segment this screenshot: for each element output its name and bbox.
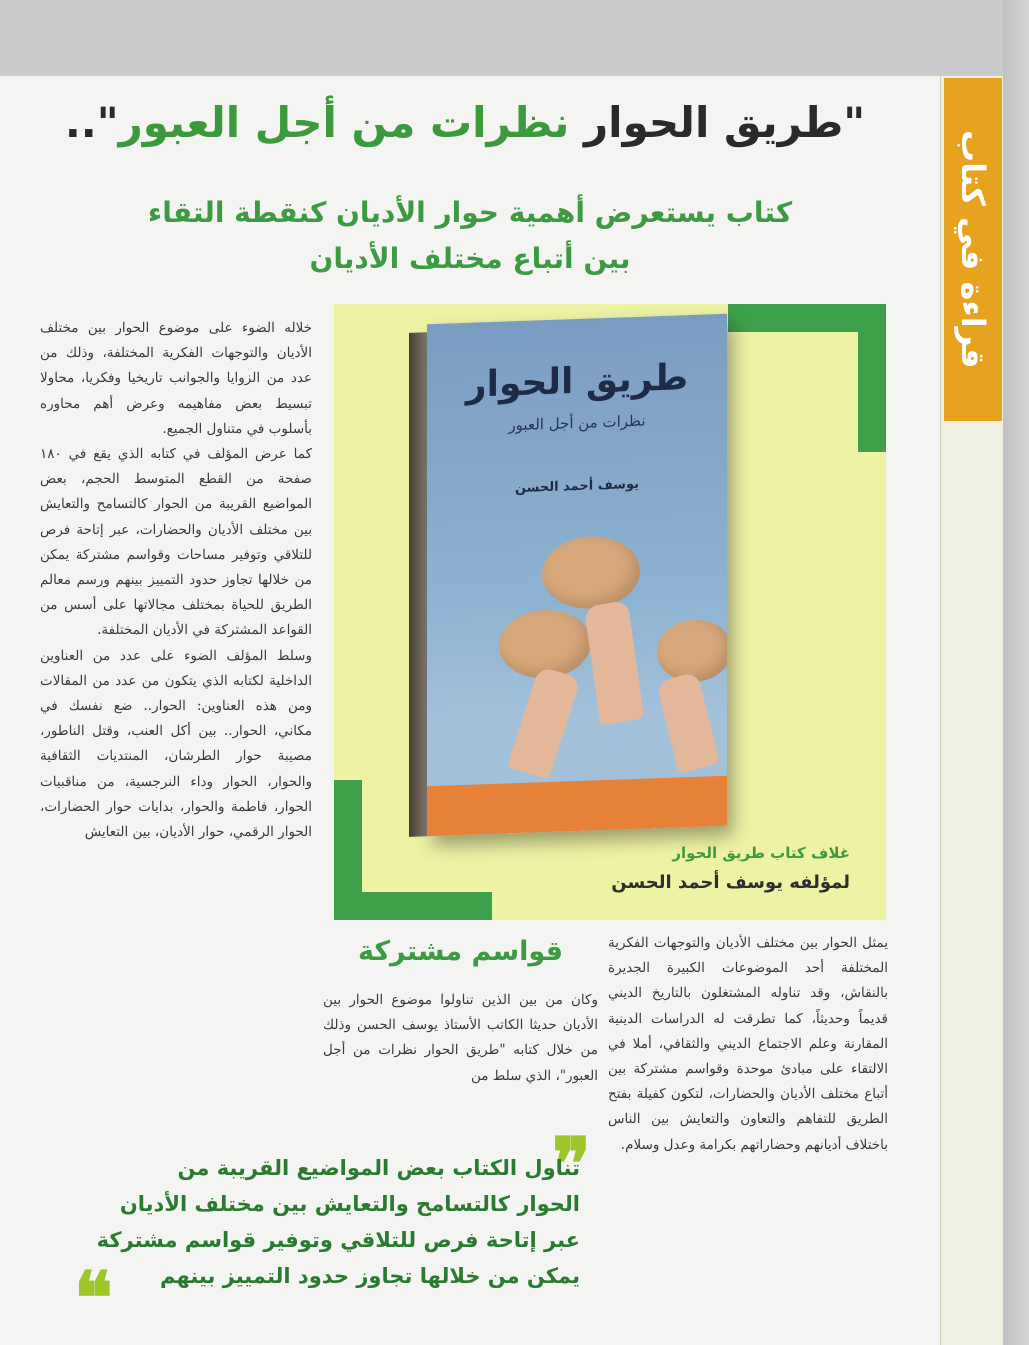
pull-quote — [60, 1150, 580, 1294]
left-paragraph-1: خلاله الضوء على موضوع الحوار بين مختلف الأديان والتوجهات الفكرية المختلفة، وذلك من عدد من الزوايا والجوانب تاريخيا وفكريا، محاولا تبسيط بعض مفاهيمه وعرض أهم محاوره بأسلوب في متناول الجميع. — [40, 320, 312, 437]
article-subhead — [100, 190, 840, 282]
magazine-page — [0, 76, 1003, 1345]
quote-close-mark: ❝ — [74, 1255, 113, 1340]
left-paragraph-3: وسلط المؤلف الضوء على عدد من العناوين الداخلية لكتابه الذي يتكون من عدد من المقالات ومن هذه العناوين: الحوار.. ضع نفسك في مكاني، الحوار.. بين أكل العنب، وقتل الناطور، مصيبة حوار الطرشان، المنتديات الثقافية والحوار، الحوار وداء النرجسية، من مناقبيات الحوار، فاطمة والحوار، بدايات حوار الحضارات، الحوار الرقمي، حوار الأديان، بين التعايش — [40, 647, 312, 841]
book-cover — [427, 314, 727, 836]
hand-center — [584, 600, 644, 726]
article-headline — [50, 98, 880, 147]
right-text-column — [608, 931, 888, 1326]
book-title: طريق الحوار — [465, 357, 689, 406]
pull-quote-line2: الحوار كالتسامح والتعايش بين مختلف الأديان — [119, 1192, 580, 1216]
subhead-line2: بين أتباع مختلف الأديان — [309, 242, 631, 275]
book-author: يوسف أحمد الحسن — [514, 476, 640, 497]
image-caption-line2: لمؤلفه يوسف أحمد الحسن — [611, 872, 850, 893]
speech-bubble-right — [657, 619, 727, 684]
headline-accent: نظرات من أجل العبور — [118, 98, 570, 147]
left-paragraph-2: كما عرض المؤلف في كتابه الذي يقع في ١٨٠ صفحة من القطع المتوسط الحجم، بعض المواضيع القريبة من الحوار كالتسامح والتعايش بين مختلف الأديان والحضارات، عبر إتاحة فرص للتلاقي وتوفير مساحات وقواسم مشتركة يمكن من خلالها تجاوز حدود التمييز بينهم ورسم معالم الطريق للحياة بمختلف مجالاتها على أسس من القواعد المشتركة في الأديان المختلفة. — [40, 446, 312, 639]
middle-paragraph-1: وكان من بين الذين تناولوا موضوع الحوار بين الأديان حديثا الكاتب الأستاذ يوسف الحسن وذلك من خلال كتابه "طريق الحوار نظرات من أجل العبور"، الذي سلط من — [323, 992, 598, 1084]
hand-left — [507, 666, 581, 779]
book-cover-image — [427, 314, 727, 836]
book-subtitle: نظرات من أجل العبور — [508, 411, 646, 435]
side-label-text: قراءة في كتاب — [954, 130, 992, 369]
right-paragraph-1: يمثل الحوار بين مختلف الأديان والتوجهات الفكرية المختلفة أحد الموضوعات الكبيرة الجديرة بالنقاش، وقد تناوله المشتغلون بالتاريخ الديني قديماً وحديثاً، كما تطرقت له الدراسات الدينية المقارنة وعلم الاجتماع الديني والثقافي، أملا في الالتقاء على مبادئ موحدة وقواسم مشتركة بين أتباع مختلف الأديان والحضارات، لتكون كفيلة بفتح الطريق للتفاهم والتعاون والتعايش بين الناس باختلاف أديانهم وحضاراتهم بكرامة وعدل وسلام. — [608, 935, 888, 1153]
book-cover-footer-band — [427, 776, 727, 836]
bracket-top-right-v — [858, 304, 886, 452]
page-edge — [1003, 0, 1029, 1345]
headline-part1: "طريق الحوار — [569, 98, 866, 147]
left-text-column — [40, 316, 312, 1146]
headline-part2: ".. — [64, 98, 119, 147]
bracket-bottom-left-v — [334, 780, 362, 920]
subhead-line1: كتاب يستعرض أهمية حوار الأديان كنقطة التقاء — [147, 196, 793, 229]
hand-right — [656, 671, 720, 774]
pull-quote-line4: يمكن من خلالها تجاوز حدود التمييز بينهم — [160, 1264, 580, 1288]
pull-quote-line3: عبر إتاحة فرص للتلاقي وتوفير قواسم مشتركة — [96, 1228, 580, 1252]
speech-bubble-top — [542, 535, 640, 610]
image-caption-line1: غلاف كتاب طريق الحوار — [672, 844, 850, 862]
pull-quote-line1: تناول الكتاب بعض المواضيع القريبة من — [177, 1156, 580, 1180]
section-heading: قواسم مشتركة — [357, 936, 564, 967]
quote-open-mark: ❞ — [552, 1121, 591, 1206]
section-side-label — [944, 78, 1002, 421]
